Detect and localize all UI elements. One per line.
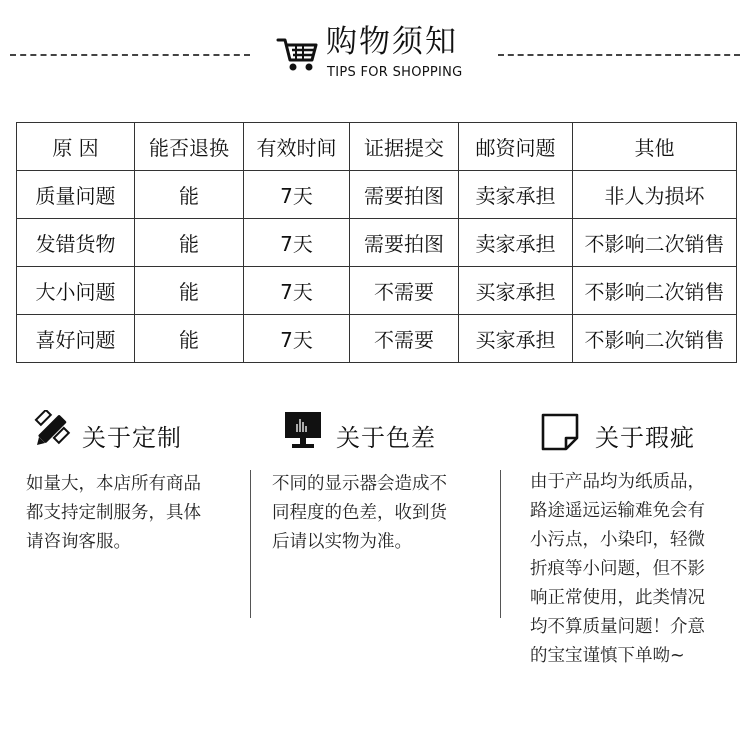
- table-cell: 能: [135, 171, 244, 219]
- customization-title: 关于定制: [82, 424, 182, 452]
- column-header: 其他: [573, 123, 737, 171]
- table-cell: 发错货物: [17, 219, 135, 267]
- table-cell: 7天: [244, 219, 350, 267]
- table-cell: 喜好问题: [17, 315, 135, 363]
- pencil-ruler-icon: [32, 410, 72, 450]
- table-cell: 买家承担: [459, 267, 573, 315]
- page-title: 购物须知: [326, 24, 458, 60]
- table-cell: 需要拍图: [350, 219, 459, 267]
- table-cell: 能: [135, 267, 244, 315]
- table-cell: 不影响二次销售: [573, 267, 737, 315]
- flaw-icon: [540, 412, 580, 452]
- table-cell: 买家承担: [459, 315, 573, 363]
- shopping-tips-table: [16, 122, 737, 363]
- table-cell: 不需要: [350, 315, 459, 363]
- table-cell: 能: [135, 315, 244, 363]
- table-cell: 能: [135, 219, 244, 267]
- table-cell: 7天: [244, 315, 350, 363]
- table-cell: 非人为损坏: [573, 171, 737, 219]
- flaw-text: 由于产品均为纸质品， 路途遥远运输难免会有 小污点，小染印，轻微 折痕等小问题，但不影 响正常使用，此类情况 均不算质量问题！介意 的宝宝谨慎下单呦~: [530, 472, 705, 666]
- table-cell: 大小问题: [17, 267, 135, 315]
- page-subtitle: TIPS FOR SHOPPING: [327, 65, 463, 80]
- table-row: [17, 219, 737, 267]
- column-header: 原 因: [17, 123, 135, 171]
- column-header: 邮资问题: [459, 123, 573, 171]
- monitor-icon: [283, 410, 323, 450]
- shopping-cart-icon: [276, 34, 320, 74]
- table-row: [17, 267, 737, 315]
- table-cell: 不影响二次销售: [573, 219, 737, 267]
- column-header: 能否退换: [135, 123, 244, 171]
- table-row: [17, 315, 737, 363]
- color-difference-text: 不同的显示器会造成不 同程度的色差，收到货 后请以实物为准。: [272, 474, 447, 552]
- table-header-row: [17, 123, 737, 171]
- table-cell: 质量问题: [17, 171, 135, 219]
- table-cell: 需要拍图: [350, 171, 459, 219]
- header-divider-right: [498, 54, 740, 56]
- table-cell: 7天: [244, 267, 350, 315]
- flaw-title: 关于瑕疵: [595, 424, 695, 452]
- table-cell: 7天: [244, 171, 350, 219]
- table-cell: 卖家承担: [459, 171, 573, 219]
- table-cell: 不需要: [350, 267, 459, 315]
- header-divider-left: [10, 54, 250, 56]
- section-divider: [250, 470, 251, 618]
- section-divider: [500, 470, 501, 618]
- table-row: [17, 171, 737, 219]
- color-difference-title: 关于色差: [336, 424, 436, 452]
- table-cell: 卖家承担: [459, 219, 573, 267]
- column-header: 有效时间: [244, 123, 350, 171]
- customization-text: 如量大，本店所有商品 都支持定制服务，具体 请咨询客服。: [26, 474, 201, 552]
- column-header: 证据提交: [350, 123, 459, 171]
- table-cell: 不影响二次销售: [573, 315, 737, 363]
